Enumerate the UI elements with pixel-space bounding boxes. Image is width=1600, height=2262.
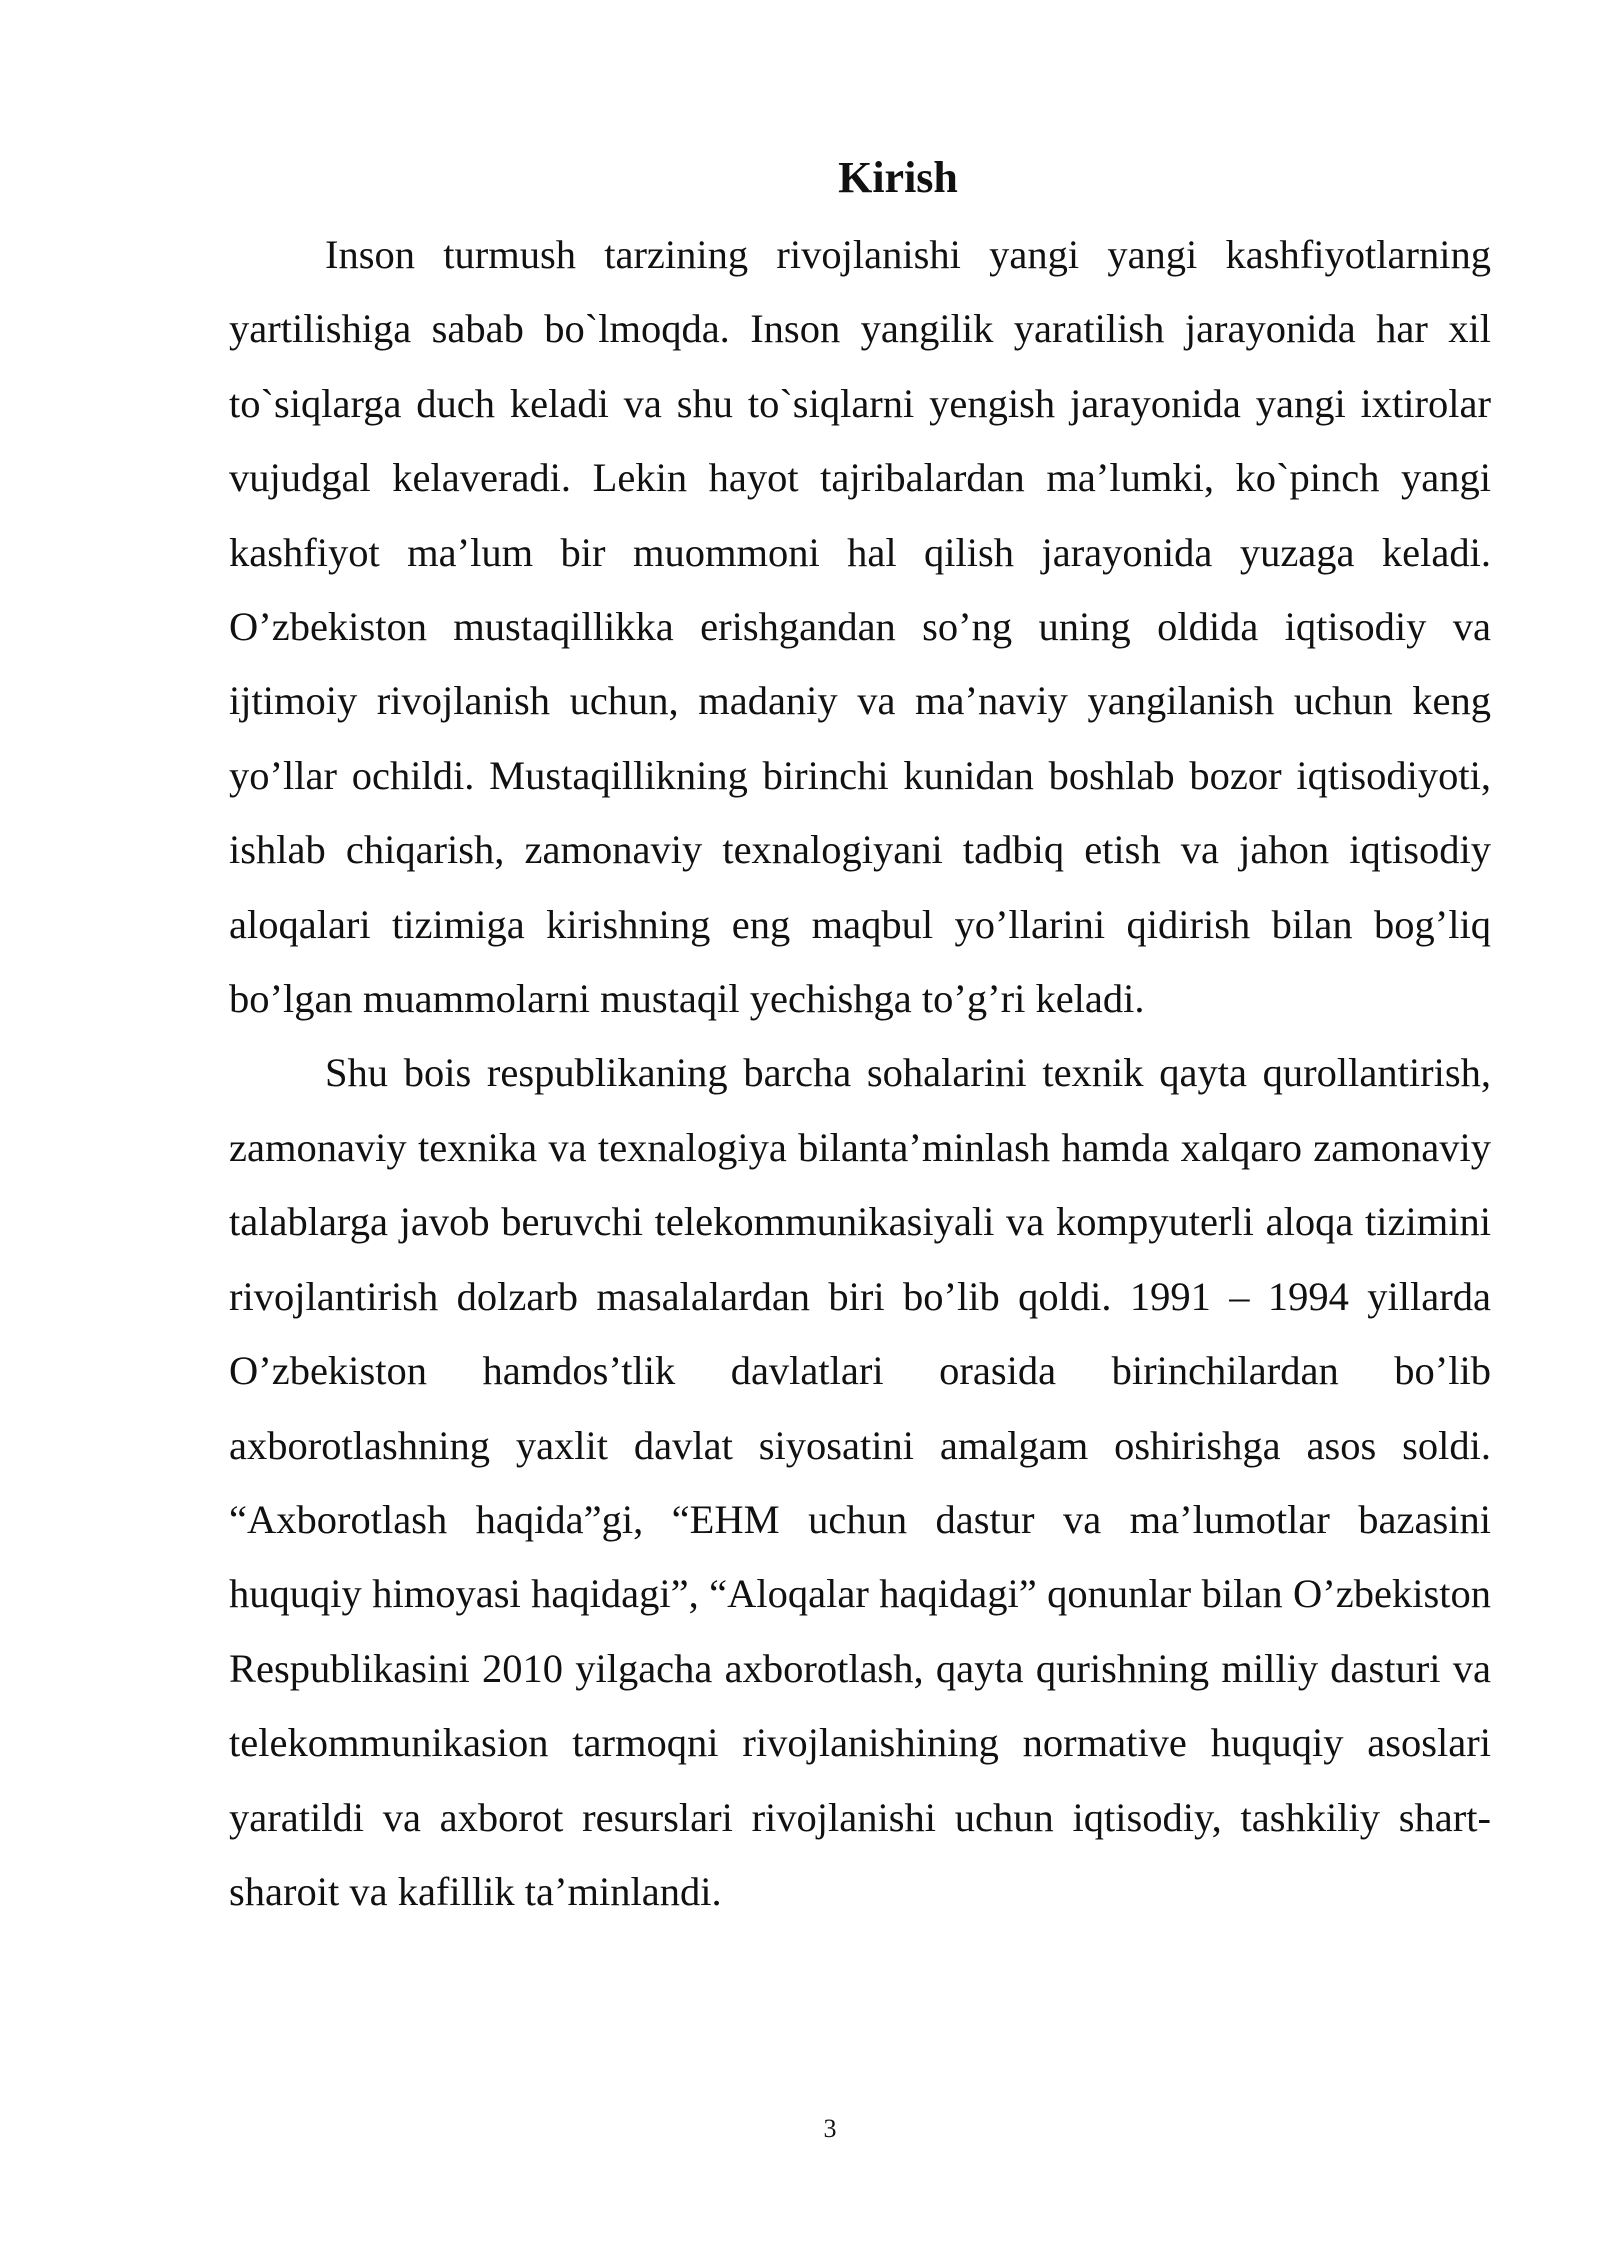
paragraph-2: Shu bois respublikaning barcha sohalarini texnik qayta qurollantirish, zamonaviy texnika va texnalogiya bilanta’minlash hamda xalqaro zamonaviy talablarga javob beruvchi telekommunikasiyali va kompyuterli aloqa tizimini rivojlantirish dolzarb masalalardan biri bo’lib qoldi. 1991 – 1994 yillarda O’zbekiston hamdos’tlik davlatlari orasida birinchilardan bo’lib axborotlashning yaxlit davlat siyosatini amalgam oshirishga asos soldi. “Axborotlash haqida”gi, “EHM uchun dastur va ma’lumotlar bazasini huquqiy himoyasi haqidagi”, “Aloqalar haqidagi” qonunlar bilan O’zbekiston Respublikasini 2010 yilgacha axborotlash, qayta qurishning milliy dasturi va telekommunikasion tarmoqni rivojlanishining normative huquqiy asoslari yaratildi va axborot resurslari rivojlanishi uchun iqtisodiy, tashkiliy shart-sharoit va kafillik ta’minlandi. [229,1050,1491,1914]
page-number: 3 [823,2114,837,2143]
paragraph-1: Inson turmush tarzining rivojlanishi yangi yangi kashfiyotlarning yartilishiga sabab bo`lmoqda. Inson yangilik yaratilish jarayonida har xil to`siqlarga duch keladi va shu to`siqlarni yengish jarayonida yangi ixtirolar vujudgal kelaveradi. Lekin hayot tajribalardan ma’lumki, ko`pinch yangi kashfiyot ma’lum bir muommoni hal qilish jarayonida yuzaga keladi. O’zbekiston mustaqillikka erishgandan so’ng uning oldida iqtisodiy va ijtimoiy rivojlanish uchun, madaniy va ma’naviy yangilanish uchun keng yo’llar ochildi. Mustaqillikning birinchi kunidan boshlab bozor iqtisodiyoti, ishlab chiqarish, zamonaviy texnalogiyani tadbiq etish va jahon iqtisodiy aloqalari tizimiga kirishning eng maqbul yo’llarini qidirish bilan bog’liq bo’lgan muammolarni mustaqil yechishga to’g’ri keladi. [229,232,1491,1022]
page-title: Kirish [838,153,958,202]
body-text [229,218,1491,1929]
